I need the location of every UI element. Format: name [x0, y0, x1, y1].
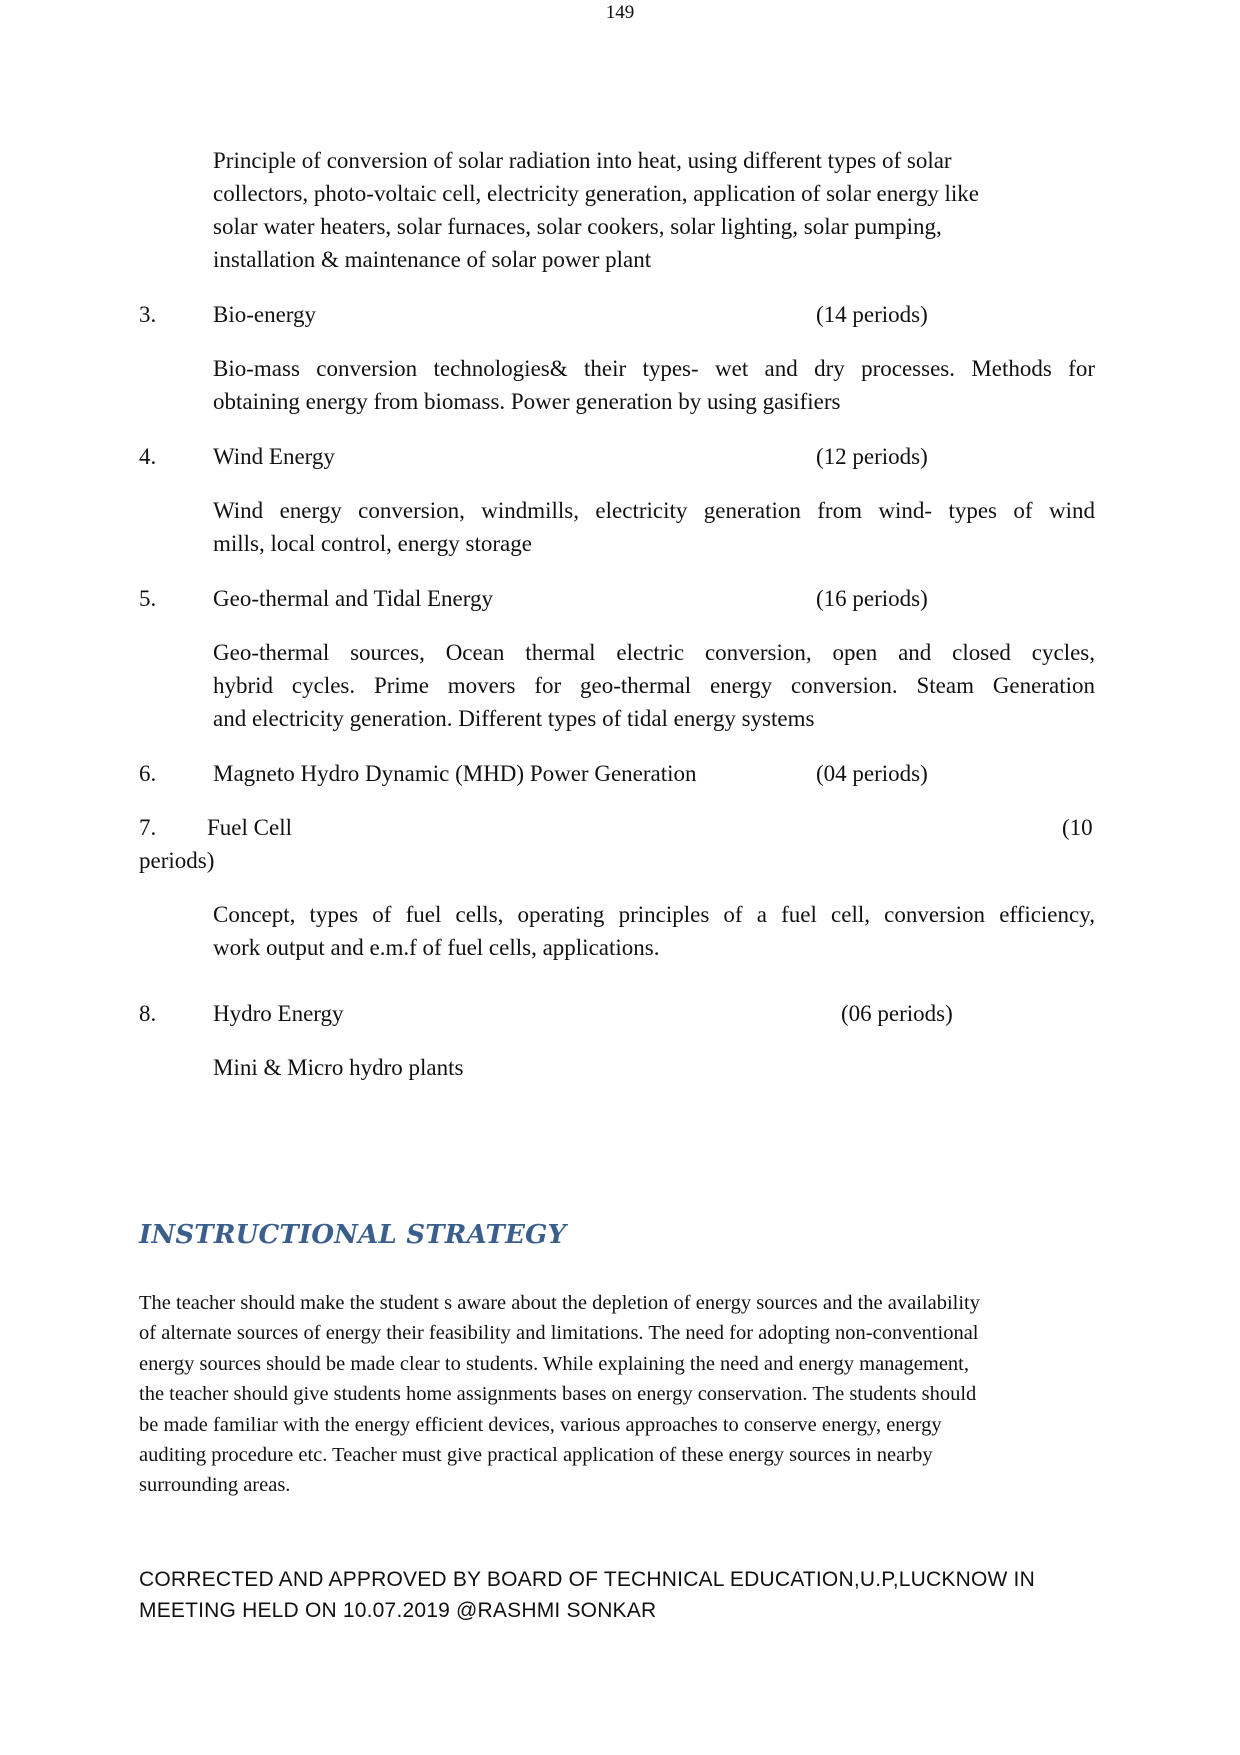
- topic-periods: (04 periods): [816, 761, 928, 786]
- topic-description: [213, 352, 1095, 418]
- paragraph-line: Bio-mass conversion technologies& their types- wet and dry processes. Methods for: [213, 356, 1095, 381]
- paragraph-line: surrounding areas.: [139, 1474, 291, 1497]
- topic-number: 3.: [139, 302, 157, 327]
- solar-energy-description: [213, 144, 1095, 276]
- topic-number: 6.: [139, 761, 157, 786]
- paragraph-line: Concept, types of fuel cells, operating principles of a fuel cell, conversion efficiency,: [213, 902, 1095, 927]
- footer-line: MEETING HELD ON 10.07.2019 @RASHMI SONKAR: [139, 1599, 657, 1622]
- topic-title: Magneto Hydro Dynamic (MHD) Power Generation: [213, 761, 697, 786]
- paragraph-line: solar water heaters, solar furnaces, solar cookers, solar lighting, solar pumping,: [213, 214, 942, 239]
- paragraph-line: Principle of conversion of solar radiation into heat, using different types of solar: [213, 148, 952, 173]
- topic-description: [213, 1051, 1095, 1084]
- paragraph-line: of alternate sources of energy their feasibility and limitations. The need for adopting non-conventional: [139, 1322, 979, 1345]
- topic-periods-continued: periods): [139, 848, 215, 873]
- topic-number: 8.: [139, 1001, 157, 1026]
- paragraph-line: and electricity generation. Different types of tidal energy systems: [213, 706, 815, 731]
- paragraph-line: mills, local control, energy storage: [213, 531, 532, 556]
- paragraph-line: auditing procedure etc. Teacher must give practical application of these energy sources in nearby: [139, 1444, 933, 1467]
- topic-title: Hydro Energy: [213, 1001, 344, 1026]
- topic-title: Fuel Cell: [207, 815, 292, 840]
- topic-title: Wind Energy: [213, 444, 335, 469]
- topic-periods: (10: [1062, 815, 1093, 840]
- approval-footer: [139, 1564, 1035, 1626]
- paragraph-line: Geo-thermal sources, Ocean thermal electric conversion, open and closed cycles,: [213, 640, 1095, 665]
- topic-description: [213, 898, 1095, 964]
- topic-periods: (12 periods): [816, 444, 928, 469]
- topic-number: 4.: [139, 444, 157, 469]
- paragraph-line: work output and e.m.f of fuel cells, applications.: [213, 935, 660, 960]
- page-number: 149: [605, 2, 635, 23]
- footer-line: CORRECTED AND APPROVED BY BOARD OF TECHNICAL EDUCATION,U.P,LUCKNOW IN: [139, 1568, 1035, 1591]
- paragraph-line: The teacher should make the student s aware about the depletion of energy sources and the availability: [139, 1292, 980, 1314]
- topic-periods: (14 periods): [816, 302, 928, 327]
- topic-number: 7.: [139, 815, 157, 840]
- topic-title: Geo-thermal and Tidal Energy: [213, 586, 493, 611]
- topic-description: [213, 636, 1095, 735]
- paragraph-line: installation & maintenance of solar power plant: [213, 247, 652, 272]
- topic-periods: (16 periods): [816, 586, 928, 611]
- paragraph-line: the teacher should give students home assignments bases on energy conservation. The students should: [139, 1383, 977, 1406]
- topic-periods: (06 periods): [841, 1001, 953, 1026]
- instructional-strategy-body: [139, 1288, 1099, 1501]
- paragraph-line: hybrid cycles. Prime movers for geo-thermal energy conversion. Steam Generation: [213, 673, 1095, 698]
- paragraph-line: energy sources should be made clear to students. While explaining the need and energy management,: [139, 1352, 969, 1375]
- paragraph-line: Mini & Micro hydro plants: [213, 1055, 464, 1080]
- topic-description: [213, 494, 1095, 560]
- instructional-strategy-heading: INSTRUCTIONAL STRATEGY: [139, 1220, 567, 1250]
- topic-number: 5.: [139, 586, 157, 611]
- paragraph-line: Wind energy conversion, windmills, electricity generation from wind- types of wind: [213, 498, 1095, 523]
- paragraph-line: be made familiar with the energy efficient devices, various approaches to conserve energy, energy: [139, 1413, 942, 1436]
- paragraph-line: collectors, photo-voltaic cell, electricity generation, application of solar energy like: [213, 181, 979, 206]
- topic-title: Bio-energy: [213, 302, 317, 327]
- paragraph-line: obtaining energy from biomass. Power generation by using gasifiers: [213, 389, 841, 414]
